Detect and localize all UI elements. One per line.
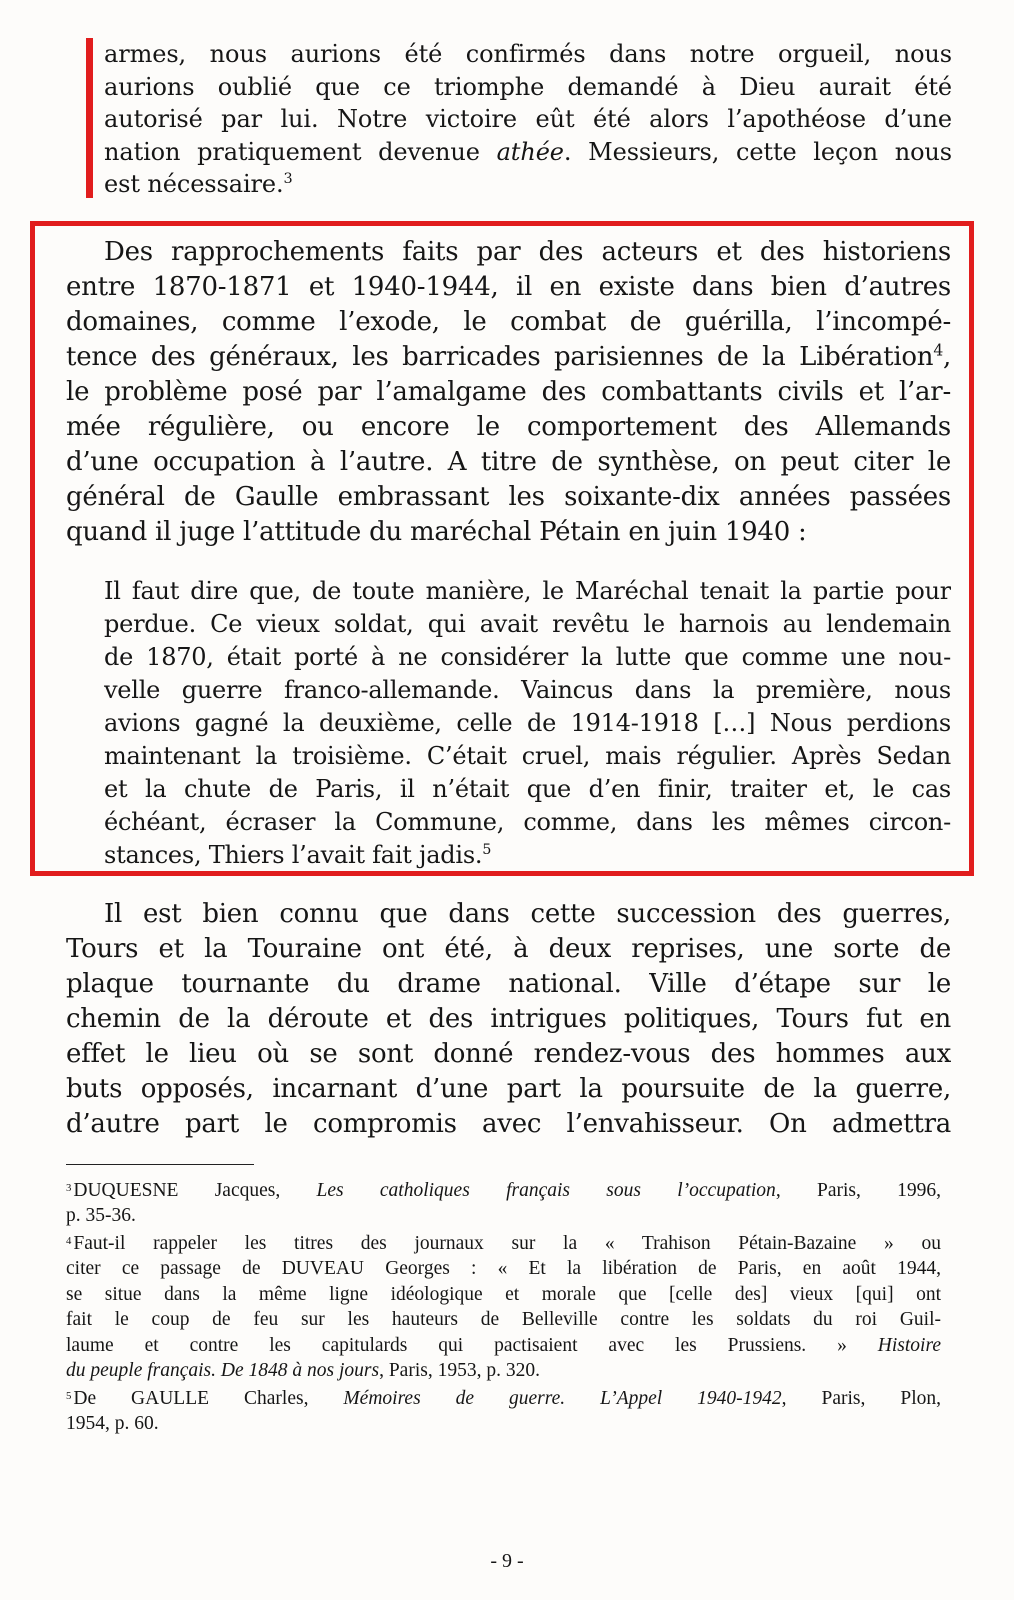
text-line: plaque tournante du drame national. Ville d’étape sur le [66, 969, 951, 999]
text-line: Des rapprochements faits par des acteurs et des historiens [104, 237, 951, 267]
text-line: nation pratiquement devenue athée. Messieurs, cette leçon nous [104, 137, 952, 166]
text-line: quand il juge l’attitude du maréchal Pétain en juin 1940 : [66, 517, 807, 547]
text-line: tence des généraux, les barricades parisiennes de la Libération$^4$, [66, 341, 951, 372]
text-line: chemin de la déroute et des intrigues politiques, Tours fut en [66, 1004, 951, 1034]
text-line: Il est bien connu que dans cette succession des guerres, [104, 899, 951, 929]
text-line: général de Gaulle embrassant les soixante-dix années passées [66, 482, 951, 512]
text-line: Tours et la Touraine ont été, à deux reprises, une sorte de [66, 934, 951, 964]
footnote-4-cont: fait le coup de feu sur les hauteurs de Belleville contre les soldats du roi Guil- [66, 1309, 941, 1331]
footnote-ref-5[interactable]: 5 [482, 842, 492, 858]
text-line: perdue. Ce vieux soldat, qui avait revêtu le harnois au lendemain [104, 610, 951, 638]
page-number: - 9 - [490, 1550, 524, 1572]
text-line: effet le lieu où se sont donné rendez-vous des hommes aux [66, 1039, 951, 1069]
footnotes [66, 1176, 941, 1436]
text-line: mée régulière, ou encore le comportement des Allemands [66, 412, 951, 442]
text-line: est nécessaire.$^3$ [104, 170, 293, 198]
text-line: avions gagné la deuxième, celle de 1914-1918 […] Nous perdions [104, 709, 951, 737]
footnote-4-cont: laume et contre les capitulards qui pactisaient avec les Prussiens. » Histoire [66, 1334, 941, 1356]
text-line: maintenant la troisième. C’était cruel, mais régulier. Après Sedan [104, 742, 951, 770]
text-line: velle guerre franco-allemande. Vaincus dans la première, nous [104, 676, 951, 704]
footnote-5-cont: 1954, p. 60. [66, 1412, 159, 1434]
text-line: domaines, comme l’exode, le combat de guérilla, l’incompé- [66, 307, 951, 337]
text-line: Il faut dire que, de toute manière, le Maréchal tenait la partie pour [104, 577, 951, 605]
text-line: et la chute de Paris, il n’était que d’en finir, traiter et, le cas [104, 775, 951, 803]
block-quote [104, 575, 951, 872]
footnote-3: $^3$ DUQUESNE Jacques, Les catholiques français sous l’occupation, Paris, 1996, [66, 1179, 941, 1201]
text-line: aurions oublié que ce triomphe demandé à Dieu aurait été [104, 72, 952, 101]
text-line: d’une occupation à l’autre. A titre de synthèse, on peut citer le [66, 447, 951, 477]
text-line: échéant, écraser la Commune, comme, dans les mêmes circon- [104, 808, 951, 836]
text-line: entre 1870-1871 et 1940-1944, il en existe dans bien d’autres [66, 272, 951, 302]
footnote-3-cont: p. 35-36. [66, 1205, 136, 1227]
text-line: buts opposés, incarnant d’une part la poursuite de la guerre, [66, 1074, 951, 1104]
footnote-separator [66, 1164, 254, 1165]
text-line: autorisé par lui. Notre victoire eût été alors l’apothéose d’une [104, 105, 952, 133]
footnote-ref-4[interactable]: 4 [933, 341, 943, 360]
footnote-4-cont: se situe dans la même ligne idéologique et morale que [celle des] vieux [qui] ont [66, 1283, 941, 1305]
main-paragraph [66, 235, 951, 550]
italic-word: athée [496, 137, 564, 166]
text-line: de 1870, était porté à ne considérer la lutte que comme une nou- [104, 643, 951, 671]
paragraph-3 [66, 897, 951, 1142]
text-line: stances, Thiers l’avait fait jadis.$^5$ [104, 841, 492, 869]
text-line: armes, nous aurions été confirmés dans notre orgueil, nous [104, 40, 952, 68]
quote-marker-bar [86, 38, 93, 198]
footnote-5: $^5$ De GAULLE Charles, Mémoires de guerre. L’Appel 1940-1942, Paris, Plon, [66, 1387, 941, 1409]
footnote-4: $^4$ Faut-il rappeler les titres des journaux sur la « Trahison Pétain-Bazaine » ou [66, 1232, 941, 1254]
footnote-ref-3[interactable]: 3 [283, 171, 293, 187]
quote-top [104, 38, 952, 201]
text-line: le problème posé par l’amalgame des combattants civils et l’ar- [66, 377, 951, 407]
footnote-4-cont: du peuple français. De 1848 à nos jours, Paris, 1953, p. 320. [66, 1360, 540, 1382]
footnote-4-cont: citer ce passage de DUVEAU Georges : « Et la libération de Paris, en août 1944, [66, 1258, 941, 1280]
text-line: d’autre part le compromis avec l’envahisseur. On admettra [66, 1109, 951, 1139]
